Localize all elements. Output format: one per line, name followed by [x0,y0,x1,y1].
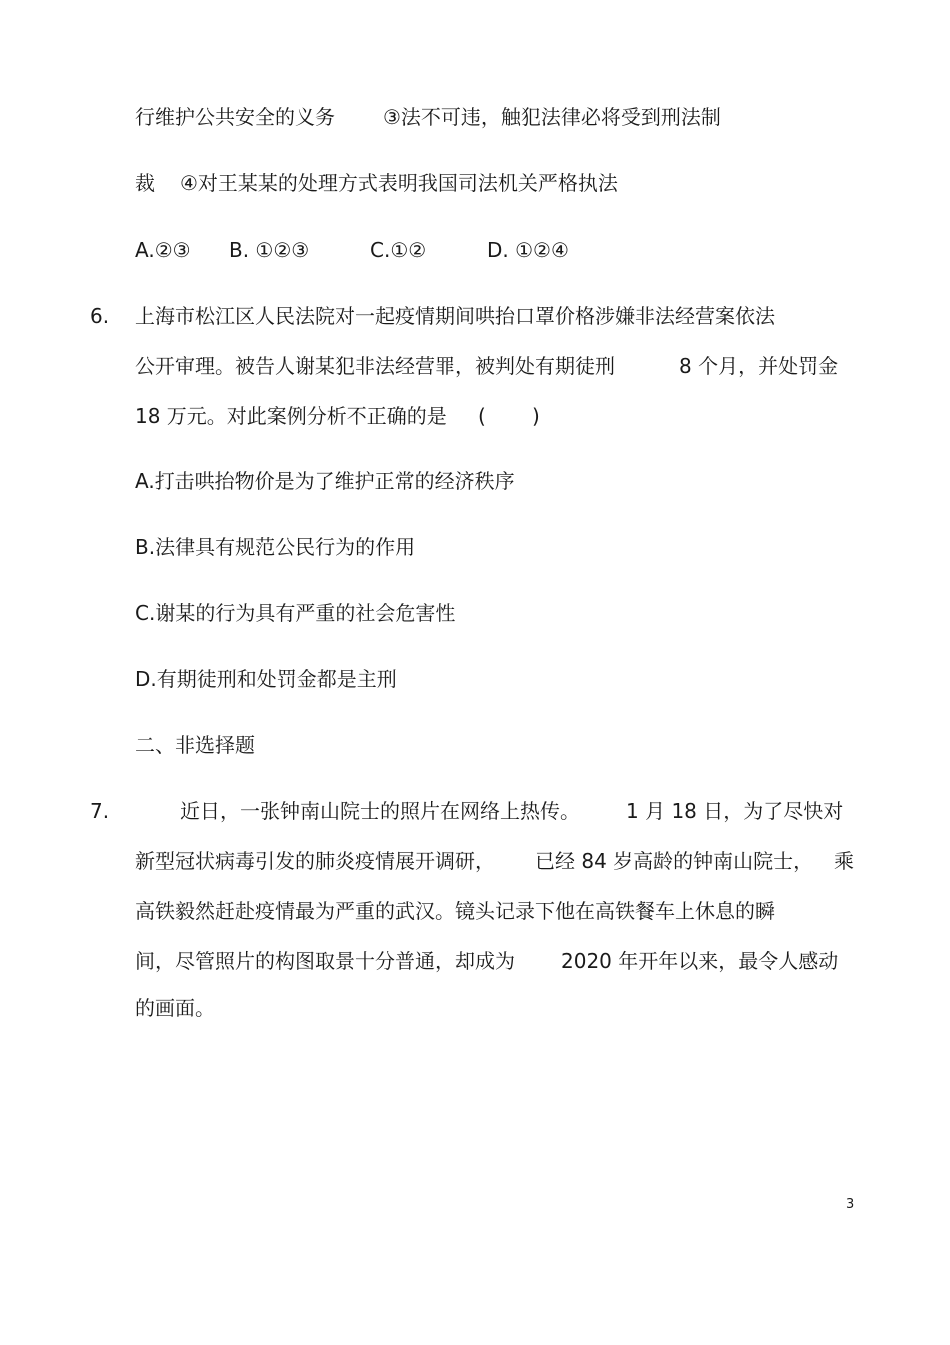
section-2-title: 二、非选择题 [135,733,255,757]
q5-line-1-part-b: ③法不可违，触犯法律必将受到刑法制 [383,105,721,129]
q6-option-a-text: A.打击哄抬物价是为了维护正常的经济秩序 [135,469,515,493]
q7-line-1-part-b: 1 月 18 日，为了尽快对 [626,799,844,823]
q7-line-1-part-a: 近日，一张钟南山院士的照片在网络上热传。 [180,799,580,823]
q6-line-2-part-b: 8 个月，并处罚金 [679,354,839,378]
q5-line-2-part-a: 裁 [135,171,155,195]
q5-option-b: B. ①②③ [229,238,310,262]
q6-answer-bracket-open: ( [478,404,486,428]
q7-line-2-part-b: 已经 84 岁高龄的钟南山院士， [535,849,814,873]
q6-option-d-text: D.有期徒刑和处罚金都是主刑 [135,667,397,691]
q5-line-1-part-a: 行维护公共安全的义务 [135,105,335,129]
page-number: 3 [846,1197,855,1212]
q6-line-2-part-a: 公开审理。被告人谢某犯非法经营罪，被判处有期徒刑 [135,354,615,378]
q6-option-b-text: B.法律具有规范公民行为的作用 [135,535,416,559]
q7-line-3-text: 高铁毅然赶赴疫情最为严重的武汉。镜头记录下他在高铁餐车上休息的瞬 [135,899,775,923]
q5-option-d: D. ①②④ [487,238,569,262]
q5-option-c: C.①② [370,238,427,262]
q7-line-2-part-c: 乘 [834,849,854,873]
q6-answer-bracket-close: ) [532,404,540,428]
q7-line-4-part-b: 2020 年开年以来，最令人感动 [561,949,839,973]
q6-line-3-part-a: 18 万元。对此案例分析不正确的是 [135,404,447,428]
q5-line-2-part-b: ④对王某某的处理方式表明我国司法机关严格执法 [180,171,618,195]
q6-line-1-text: 上海市松江区人民法院对一起疫情期间哄抬口罩价格涉嫌非法经营案依法 [135,304,775,328]
q7-number: 7. [90,799,110,823]
q5-option-a: A.②③ [135,238,191,262]
q7-line-5-text: 的画面。 [135,996,215,1020]
q6-option-c-text: C.谢某的行为具有严重的社会危害性 [135,601,456,625]
q7-line-4-part-a: 间，尽管照片的构图取景十分普通，却成为 [135,949,515,973]
q6-number: 6. [90,304,110,328]
q7-line-2-part-a: 新型冠状病毒引发的肺炎疫情展开调研， [135,849,495,873]
